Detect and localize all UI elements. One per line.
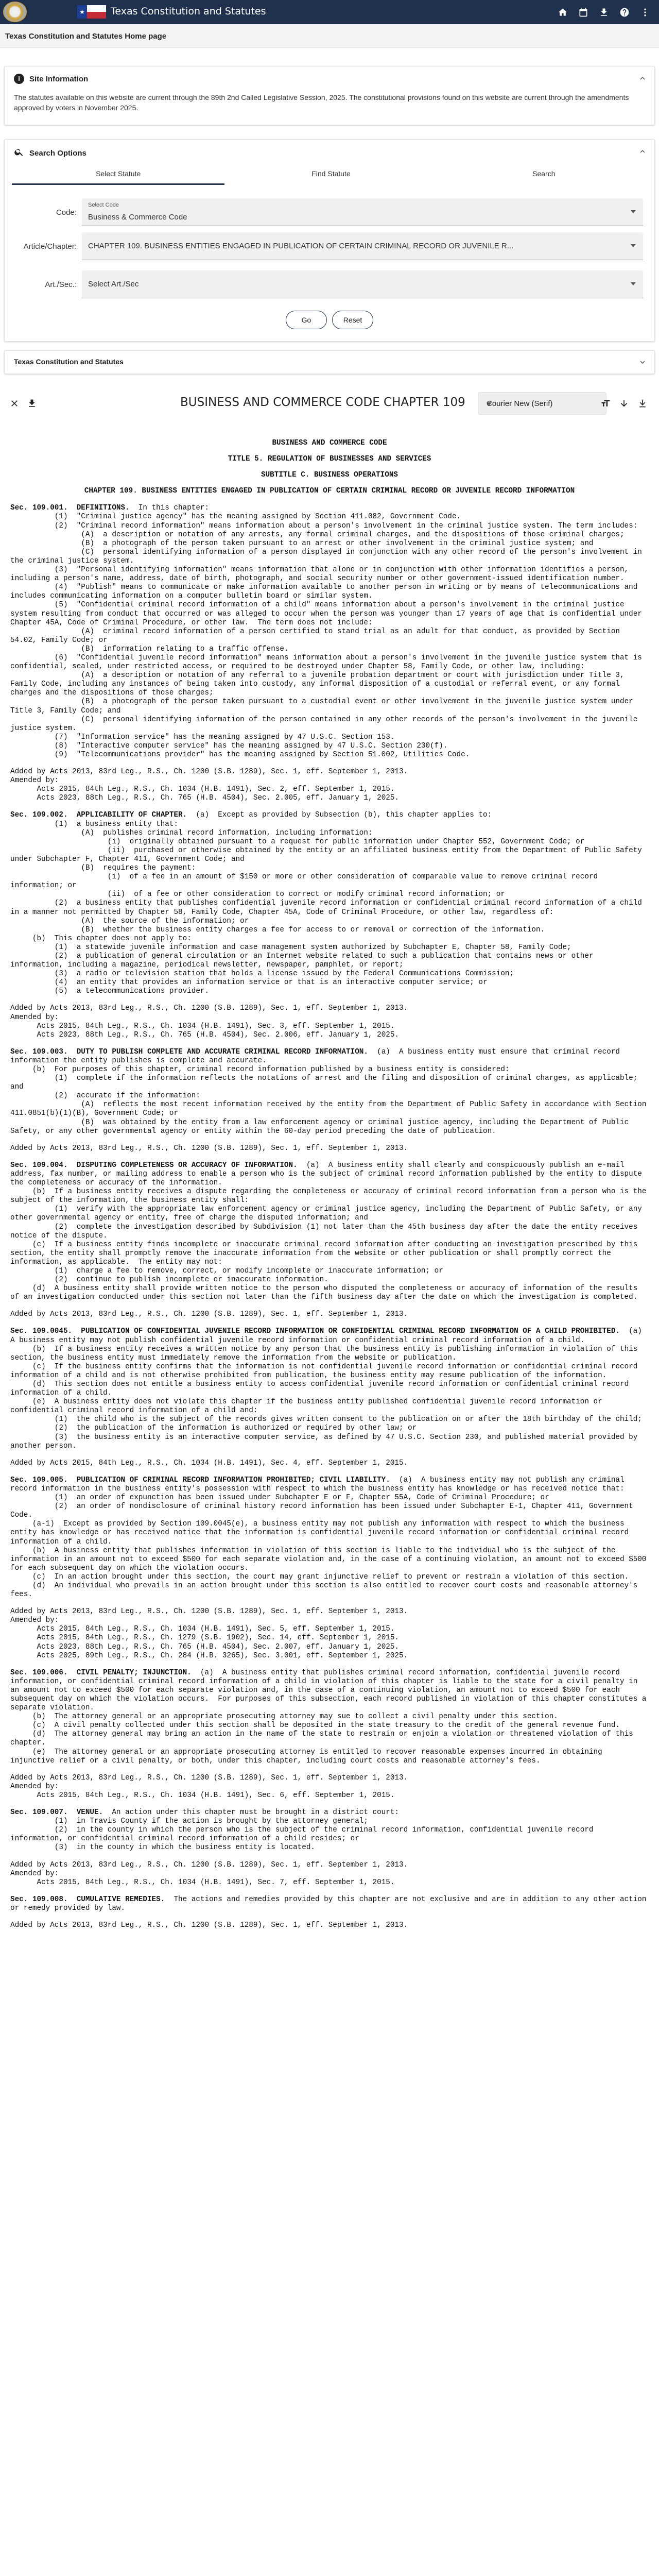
text-size-icon[interactable] [600, 398, 611, 411]
section-heading: Sec. 109.003. DUTY TO PUBLISH COMPLETE AND ACCURATE CRIMINAL RECORD INFORMATION. [10, 1047, 368, 1056]
section-body: (a) Except as provided by Subsection (b), this chapter applies to: (1) a business entity that: (A) publishes criminal record information, including information: (i) originally obtained pursuant to a request for public information under Chapter 552, Government Code; or (ii) purchased or otherwise obtained by the entity or an affiliated business entity from the Department of Public Safety under Subchapter F, Chapter 411, Government Code; and (B) requires the payment: (i) of a fee in an amount of $150 or more or other consideration of comparable value to remove criminal record information; or (ii) of a fee or other consideration to correct or modify criminal record information; or (2) a business entity that publishes confidential juvenile record information or confidential criminal record information of a child in a manner not permitted by Chapter 58, Family Code, Chapter 45A, Code of Criminal Procedure, or other law, regardless of: (A) the source of the information; or (B) whether the business entity charges a fee for access to or removal or correction of the information. (b) This chapter does not apply to: (1) a statewide juvenile information and case management system authorized by Subchapter E, Chapter 58, Family Code; (2) a publication of general circulation or an Internet website related to such a publication that contains news or other information, including a magazine, periodical newsletter, newspaper, pamphlet, or report; (3) a radio or television station that holds a license issued by the Federal Communications Commission; (4) an entity that provides an information service or that is an interactive computer service; or (5) a telecommunications provider. [10, 811, 642, 996]
section-history: Added by Acts 2013, 83rd Leg., R.S., Ch. 1200 (S.B. 1289), Sec. 1, eff. September 1, 2013. Amended by: Acts 2015, 84th Leg., R.S., Ch. 1034 (H.B. 1491), Sec. 5, eff. September 1, 2015. Acts 2015, 84th Leg., R.S., Ch. 1279 (S.B. 1902), Sec. 14, eff. September 1, 2015. Acts 2023, 88th Leg., R.S., Ch. 765 (H.B. 4504), Sec. 2.007, eff. January 1, 2025. Acts 2025, 89th Leg., R.S., Ch. 284 (H.B. 3265), Sec. 3.001, eff. September 1, 2025. [10, 1607, 408, 1660]
home-link-bar [0, 24, 659, 48]
caret-down-icon [631, 210, 636, 213]
code-row [10, 198, 643, 226]
code-select[interactable]: Select Code Business & Commerce Code [82, 198, 643, 226]
site-information-panel [4, 66, 655, 125]
document-toolbar [0, 388, 659, 419]
section-body: The actions and remedies provided by this chapter are not exclusive and are in addition to any other action or remedy provided by law. [10, 1895, 651, 1912]
texas-flag-icon: ★ [77, 5, 106, 19]
section-body: (a) A business entity must ensure that criminal record information the entity publishes is complete and accurate. (b) For purposes of this chapter, criminal record information published by a business entity is considered: (1) complete if the information reflects the notations of arrest and the filing and disposition of criminal charges, as applicable; and (2) accurate if the information: (A) reflects the most recent information received by the entity from the Department of Public Safety in accordance with Section 411.0851(b)(1)(B), Government Code; or (B) was obtained by the entity from a law enforcement agency or criminal justice agency, including the Department of Public Safety, or any other governmental agency or entity within the 60-day period preceding the date of publication. [10, 1047, 647, 1136]
statute-section [10, 1161, 649, 1302]
arrow-down-icon[interactable] [619, 398, 629, 411]
section-heading: Sec. 109.008. CUMULATIVE REMEDIES. [10, 1895, 165, 1904]
site-information-text: The statutes available on this website are current through the 89th 2nd Called Legislative Session, 2025. The constitutional provisions found on this website are current through the amendments approved by voters in November 2025. [14, 93, 629, 112]
arrow-to-bottom-icon[interactable] [637, 398, 648, 411]
section-body: In this chapter: (1) "Criminal justice agency" has the meaning assigned by Section 411.082, Government Code. (2) "Criminal record information" means information about a person's involvement in the criminal justice system. The term includes: (A) a description or notation of any arrests, any formal criminal charges, and the dispositions of those criminal charges; (B) a photograph of the person taken pursuant to an arrest or other involvement in the criminal justice system; and (C) personal identifying information of a person displayed in conjunction with any other record of the person's involvement in the criminal justice system. (3) "Personal identifying information" means information that alone or in conjunction with other information identifies a person, including a person's name, address, date of birth, photograph, and social security number or other government-issued identification number. (4) "Publish" means to communicate or make information available to another person in writing or by means of telecommunications and includes communicating information on a computer bulletin board or similar system. (5) "Confidential criminal record information of a child" means information about a person's involvement in the criminal justice system resulting from conduct that occurred or was alleged to occur when the person was younger than 17 years of age that is confidential under Chapter 45A, Code of Criminal Procedure, or other law. The term does not include: (A) criminal record information of a person certified to stand trial as an adult for that conduct, as provided by Section 54.02, Family Code; or (B) information relating to a traffic offense. (6) "Confidential juvenile record information" means information about a person's involvement in the juvenile justice system that is confidential, sealed, under restricted access, or required to be destroyed under Chapter 58, Family Code, or other law, including: (A) a description or notation of any referral to a juvenile probation department or court with jurisdiction under Title 3, Family Code, including any instances of being taken into custody, any informal disposition of a custodial or referral event, or any formal charges and the dispositions of those charges; (B) a photograph of the person taken pursuant to a custodial event or other involvement in the juvenile justice system under Title 3, Family Code; and (C) personal identifying information of the person contained in any other records of the person's involvement in the juvenile justice system. (7) "Information service" has the meaning assigned by 47 U.S.C. Section 153. (8) "Interactive computer service" has the meaning assigned by 47 U.S.C. Section 230(f). (9) "Telecommunications provider" has the meaning assigned by Section 51.002, Utilities Code. [10, 504, 642, 759]
section-history: Added by Acts 2015, 84th Leg., R.S., Ch. 1034 (H.B. 1491), Sec. 4, eff. September 1, 2015. [10, 1459, 408, 1467]
code-heading: BUSINESS AND COMMERCE CODE [272, 439, 387, 447]
statute-section [10, 1808, 649, 1852]
more-vert-icon[interactable] [639, 7, 651, 18]
chevron-down-icon[interactable] [638, 358, 647, 367]
section-heading: Sec. 109.007. VENUE. [10, 1808, 103, 1817]
section-heading: Sec. 109.004. DISPUTING COMPLETENESS OR ACCURACY OF INFORMATION. [10, 1161, 298, 1170]
section-body: (a) A business entity may not publish any criminal record information in the business entity's possession with respect to which the business entity has knowledge or has received notice that: (1) an order of expunction has been issued under Subchapter E or F, Chapter 55A, Code of Criminal Procedure; or (2) an order of nondisclosure of criminal history record information has been issued under Subchapter E-1, Chapter 411, Government Code. (a-1) Except as provided by Section 109.0045(e), a business entity may not publish any information with respect to which the business entity has knowledge or has received notice that the information is confidential juvenile record information or confidential criminal record information of a child. (b) A business entity that publishes information in violation of this section is liable to the individual who is the subject of the information in an amount not to exceed $500 for each separate violation and, in the case of a continuing violation, an amount not to exceed $500 for each subsequent day on which the violation occurs. (c) In an action brought under this section, the court may grant injunctive relief to prevent or restrain a violation of this section. (d) An individual who prevails in an action brought under this section is also entitled to recover court costs and reasonable attorney's fees. [10, 1476, 647, 1599]
sections-container [10, 504, 649, 1930]
section-history: Added by Acts 2013, 83rd Leg., R.S., Ch. 1200 (S.B. 1289), Sec. 1, eff. September 1, 2013. Amended by: Acts 2015, 84th Leg., R.S., Ch. 1034 (H.B. 1491), Sec. 3, eff. September 1, 2015. Acts 2023, 88th Leg., R.S., Ch. 765 (H.B. 4504), Sec. 2.006, eff. January 1, 2025. [10, 1004, 408, 1039]
tab-find-statute[interactable]: Find Statute [311, 170, 351, 178]
chapter-row [10, 232, 643, 260]
texas-seal-logo[interactable] [3, 2, 27, 22]
section-heading: Sec. 109.005. PUBLICATION OF CRIMINAL RECORD INFORMATION PROHIBITED; CIVIL LIABILITY. [10, 1476, 390, 1484]
statutes-bar-title[interactable]: Texas Constitution and Statutes [14, 358, 124, 366]
search-options-header[interactable]: Search Options [14, 147, 86, 159]
code-label: Code: [56, 208, 77, 217]
artsec-select[interactable]: Select Art./Sec [82, 270, 643, 298]
subtitle-heading: SUBTITLE C. BUSINESS OPERATIONS [261, 471, 398, 480]
statute-section [10, 1048, 649, 1136]
section-history: Added by Acts 2013, 83rd Leg., R.S., Ch. 1200 (S.B. 1289), Sec. 1, eff. September 1, 2013. Amended by: Acts 2015, 84th Leg., R.S., Ch. 1034 (H.B. 1491), Sec. 2, eff. September 1, 2015. Acts 2023, 88th Leg., R.S., Ch. 765 (H.B. 4504), Sec. 2.005, eff. January 1, 2025. [10, 768, 408, 803]
artsec-row [10, 270, 643, 298]
calendar-icon[interactable] [578, 7, 589, 18]
section-body: An action under this chapter must be brought in a district court: (1) in Travis County if the action is brought by the attorney general; (2) in the county in which the person who is the subject of the criminal record information, confidential juvenile record information, or confidential criminal record information of a child resides; or (3) in the county in which the business entity is located. [10, 1808, 594, 1852]
site-title: Texas Constitution and Statutes [111, 6, 266, 17]
download-icon[interactable] [27, 398, 37, 411]
section-body: (a) A business entity shall clearly and conspicuously publish an e-mail address, fax number, or mailing address to enable a person who is the subject of criminal record information published by the entity to dispute the completeness or accuracy of the information. (b) If a business entity receives a dispute regarding the completeness or accuracy of criminal record information from a person who is the subject of the information, the business entity shall: (1) verify with the appropriate law enforcement agency or criminal justice agency, including the Department of Public Safety, or any other governmental agency or entity, free of charge the disputed information; and (2) complete the investigation described by Subdivision (1) not later than the 45th business day after the date the entity receives notice of the dispute. (c) If a business entity finds incomplete or inaccurate criminal record information after conducting an investigation prescribed by this section, the entity shall promptly remove the inaccurate information from the website or other publication or shall promptly correct the information, as applicable. The entity may not: (1) charge a fee to remove, correct, or modify incomplete or inaccurate information; or (2) continue to publish incomplete or inaccurate information. (d) A business entity shall provide written notice to the person who disputed the completeness or accuracy of information of the results of an investigation conducted under this section not later than the fifth business day after the date on which the investigation is completed. [10, 1161, 647, 1302]
section-history: Added by Acts 2013, 83rd Leg., R.S., Ch. 1200 (S.B. 1289), Sec. 1, eff. September 1, 2013. [10, 1144, 408, 1153]
document-title: BUSINESS AND COMMERCE CODE CHAPTER 109 [180, 396, 465, 409]
artsec-label: Art./Sec.: [45, 280, 77, 289]
caret-down-icon [631, 244, 636, 247]
caret-down-icon [487, 402, 492, 405]
section-body: (a) A business entity may not publish confidential juvenile record information or confidential criminal record information of a child. (b) If a business entity receives a written notice by any person that the business entity is publishing information in violation of this section, the business entity must immediately remove the information from the website or publication. (c) If the business entity confirms that the information is not confidential juvenile record information or confidential criminal record information of a child and is not otherwise prohibited from publication, the business entity may resume publication of the information. (d) This section does not entitle a business entity to access confidential juvenile record information or confidential criminal record information of a child. (e) A business entity does not violate this chapter if the business entity published confidential juvenile record information or confidential criminal record information of a child and: (1) the child who is the subject of the records gives written consent to the publication on or after the 18th birthday of the child; (2) the publication of the information is authorized or required by other law; or (3) the business entity is an interactive computer service, as defined by 47 U.S.C. Section 230, and published material provided by another person. [10, 1327, 642, 1450]
help-icon[interactable] [619, 7, 630, 18]
home-page-link[interactable]: Texas Constitution and Statutes Home page [5, 32, 167, 41]
section-heading: Sec. 109.002. APPLICABILITY OF CHAPTER. [10, 811, 187, 820]
section-heading: Sec. 109.006. CIVIL PENALTY; INJUNCTION. [10, 1668, 192, 1677]
statute-document [10, 432, 649, 1930]
section-history: Added by Acts 2013, 83rd Leg., R.S., Ch. 1200 (S.B. 1289), Sec. 1, eff. September 1, 2013. Amended by: Acts 2015, 84th Leg., R.S., Ch. 1034 (H.B. 1491), Sec. 6, eff. September 1, 2015. [10, 1773, 408, 1800]
title-heading: TITLE 5. REGULATION OF BUSINESSES AND SERVICES [228, 455, 431, 464]
home-icon[interactable] [557, 7, 568, 18]
search-icon [14, 147, 24, 159]
statute-section [10, 811, 649, 996]
section-body: (a) A business entity that publishes criminal record information, confidential juvenile record information, or confidential criminal record information of a child in violation of this chapter is liable to the state for a civil penalty in an amount not to exceed $500 for each separate violation and, in the case of a continuing violation, an amount not to exceed $500 for each subsequent day on which the violation occurs. For purposes of this subsection, each record published in violation of this chapter constitutes a separate violation. (b) The attorney general or an appropriate prosecuting attorney may sue to collect a civil penalty under this section. (c) A civil penalty collected under this section shall be deposited in the state treasury to the credit of the general revenue fund. (d) The attorney general may bring an action in the name of the state to restrain or enjoin a violation or threatened violation of this chapter. (e) The attorney general or an appropriate prosecuting attorney is entitled to recover reasonable expenses incurred in obtaining injunctive relief or a civil penalty, or both, under this chapter, including court costs and reasonable attorney's fees. [10, 1668, 647, 1765]
statute-section [10, 504, 649, 759]
search-buttons [5, 311, 654, 329]
tab-search[interactable]: Search [532, 170, 556, 178]
go-button[interactable]: Go [286, 311, 327, 329]
chapter-heading: CHAPTER 109. BUSINESS ENTITIES ENGAGED IN PUBLICATION OF CERTAIN CRIMINAL RECORD OR JUVENILE RECORD INFORMATION [84, 487, 575, 496]
chevron-up-icon[interactable] [638, 74, 647, 83]
search-tabs [12, 164, 650, 185]
statute-section [10, 1895, 649, 1913]
top-header [0, 0, 659, 24]
reset-button[interactable]: Reset [332, 311, 373, 329]
download-icon[interactable] [598, 7, 610, 18]
statutes-bar [4, 350, 655, 374]
site-information-header[interactable]: i Site Information [14, 74, 88, 84]
section-history: Added by Acts 2013, 83rd Leg., R.S., Ch. 1200 (S.B. 1289), Sec. 1, eff. September 1, 2013. [10, 1310, 408, 1319]
caret-down-icon [631, 282, 636, 285]
search-options-panel [4, 139, 655, 342]
chevron-up-icon[interactable] [638, 147, 647, 156]
section-heading: Sec. 109.001. DEFINITIONS. [10, 504, 130, 513]
section-history: Added by Acts 2013, 83rd Leg., R.S., Ch. 1200 (S.B. 1289), Sec. 1, eff. September 1, 2013. Amended by: Acts 2015, 84th Leg., R.S., Ch. 1034 (H.B. 1491), Sec. 7, eff. September 1, 2015. [10, 1860, 408, 1887]
section-history: Added by Acts 2013, 83rd Leg., R.S., Ch. 1200 (S.B. 1289), Sec. 1, eff. September 1, 2013. [10, 1921, 408, 1929]
statute-section [10, 1476, 649, 1599]
chapter-select[interactable]: CHAPTER 109. BUSINESS ENTITIES ENGAGED IN PUBLICATION OF CERTAIN CRIMINAL RECORD OR JUVENILE R... [82, 232, 643, 260]
chapter-label: Article/Chapter: [23, 242, 77, 251]
tab-select-statute[interactable]: Select Statute [12, 164, 224, 185]
font-select[interactable]: Courier New (Serif) [478, 392, 606, 415]
close-icon[interactable] [9, 398, 20, 411]
statute-section [10, 1669, 649, 1766]
statute-section [10, 1327, 649, 1450]
section-heading: Sec. 109.0045. PUBLICATION OF CONFIDENTIAL JUVENILE RECORD INFORMATION OR CONFIDENTIAL CRIMINAL RECORD INFORMATION OF A CHILD PROHIBITED. [10, 1327, 620, 1336]
info-icon: i [14, 74, 24, 84]
